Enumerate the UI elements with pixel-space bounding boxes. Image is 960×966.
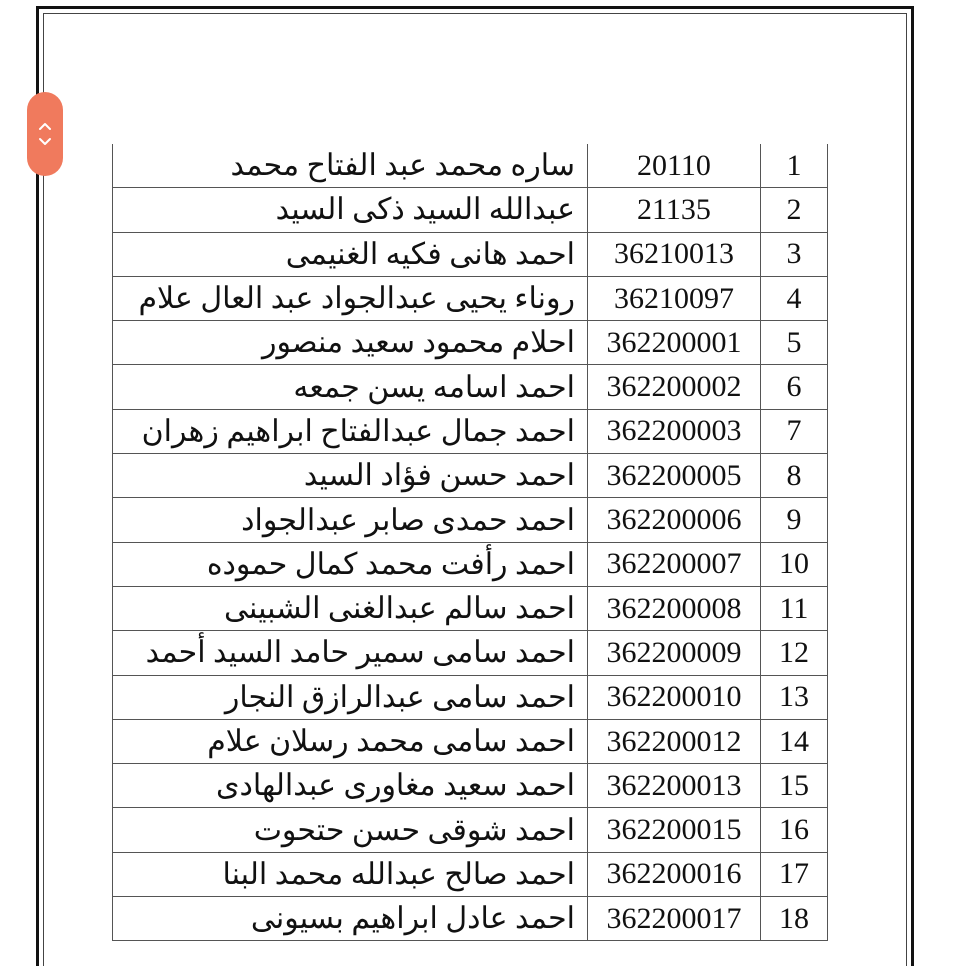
student-code-cell: 21135 bbox=[588, 188, 761, 232]
table-row bbox=[113, 321, 828, 365]
student-code-cell: 362200001 bbox=[588, 321, 761, 365]
student-code-cell: 362200005 bbox=[588, 454, 761, 498]
table-row bbox=[113, 409, 828, 453]
row-index-cell: 7 bbox=[761, 409, 828, 453]
row-index-cell: 2 bbox=[761, 188, 828, 232]
student-code-cell: 362200003 bbox=[588, 409, 761, 453]
student-roster-table bbox=[112, 144, 828, 941]
row-index-cell: 13 bbox=[761, 675, 828, 719]
row-index-cell: 6 bbox=[761, 365, 828, 409]
student-code-cell: 362200013 bbox=[588, 764, 761, 808]
student-name-cell: روناء يحيى عبدالجواد عبد العال علام bbox=[113, 276, 588, 320]
student-name-cell: احمد سامى سمير حامد السيد أحمد bbox=[113, 631, 588, 675]
student-code-cell: 362200012 bbox=[588, 719, 761, 763]
table-row bbox=[113, 675, 828, 719]
row-index-cell: 10 bbox=[761, 542, 828, 586]
student-name-cell: احمد حمدى صابر عبدالجواد bbox=[113, 498, 588, 542]
table-row bbox=[113, 276, 828, 320]
roster-table-container bbox=[112, 144, 830, 944]
student-code-cell: 362200008 bbox=[588, 586, 761, 630]
student-code-cell: 20110 bbox=[588, 144, 761, 188]
student-name-cell: احمد صالح عبدالله محمد البنا bbox=[113, 852, 588, 896]
table-row bbox=[113, 454, 828, 498]
row-index-cell: 5 bbox=[761, 321, 828, 365]
student-name-cell: احمد سالم عبدالغنى الشبينى bbox=[113, 586, 588, 630]
table-row bbox=[113, 232, 828, 276]
student-code-cell: 362200016 bbox=[588, 852, 761, 896]
row-index-cell: 17 bbox=[761, 852, 828, 896]
student-code-cell: 362200010 bbox=[588, 675, 761, 719]
chevron-down-icon[interactable] bbox=[38, 137, 52, 147]
table-row bbox=[113, 897, 828, 941]
table-row bbox=[113, 852, 828, 896]
student-code-cell: 362200015 bbox=[588, 808, 761, 852]
row-index-cell: 8 bbox=[761, 454, 828, 498]
student-code-cell: 36210013 bbox=[588, 232, 761, 276]
student-name-cell: احمد شوقى حسن حتحوت bbox=[113, 808, 588, 852]
table-row bbox=[113, 542, 828, 586]
row-index-cell: 9 bbox=[761, 498, 828, 542]
row-index-cell: 4 bbox=[761, 276, 828, 320]
table-row bbox=[113, 365, 828, 409]
row-index-cell: 12 bbox=[761, 631, 828, 675]
table-row bbox=[113, 719, 828, 763]
student-name-cell: احمد عادل ابراهيم بسيونى bbox=[113, 897, 588, 941]
row-index-cell: 16 bbox=[761, 808, 828, 852]
table-row bbox=[113, 498, 828, 542]
student-name-cell: احمد اسامه يسن جمعه bbox=[113, 365, 588, 409]
chevron-up-icon[interactable] bbox=[38, 121, 52, 131]
student-code-cell: 362200017 bbox=[588, 897, 761, 941]
table-row bbox=[113, 631, 828, 675]
student-name-cell: احلام محمود سعيد منصور bbox=[113, 321, 588, 365]
row-index-cell: 15 bbox=[761, 764, 828, 808]
student-code-cell: 36210097 bbox=[588, 276, 761, 320]
student-name-cell: ساره محمد عبد الفتاح محمد bbox=[113, 144, 588, 188]
student-name-cell: عبدالله السيد ذكى السيد bbox=[113, 188, 588, 232]
table-row bbox=[113, 144, 828, 188]
row-index-cell: 1 bbox=[761, 144, 828, 188]
row-index-cell: 18 bbox=[761, 897, 828, 941]
student-code-cell: 362200009 bbox=[588, 631, 761, 675]
student-code-cell: 362200007 bbox=[588, 542, 761, 586]
student-name-cell: احمد سامى عبدالرازق النجار bbox=[113, 675, 588, 719]
row-index-cell: 3 bbox=[761, 232, 828, 276]
student-name-cell: احمد جمال عبدالفتاح ابراهيم زهران bbox=[113, 409, 588, 453]
student-code-cell: 362200002 bbox=[588, 365, 761, 409]
row-index-cell: 11 bbox=[761, 586, 828, 630]
roster-table-body bbox=[113, 144, 828, 941]
page-scroll-control[interactable] bbox=[27, 92, 63, 176]
table-row bbox=[113, 586, 828, 630]
student-name-cell: احمد رأفت محمد كمال حموده bbox=[113, 542, 588, 586]
student-name-cell: احمد حسن فؤاد السيد bbox=[113, 454, 588, 498]
row-index-cell: 14 bbox=[761, 719, 828, 763]
student-code-cell: 362200006 bbox=[588, 498, 761, 542]
table-row bbox=[113, 188, 828, 232]
student-name-cell: احمد هانى فكيه الغنيمى bbox=[113, 232, 588, 276]
table-row bbox=[113, 808, 828, 852]
student-name-cell: احمد سعيد مغاورى عبدالهادى bbox=[113, 764, 588, 808]
student-name-cell: احمد سامى محمد رسلان علام bbox=[113, 719, 588, 763]
table-row bbox=[113, 764, 828, 808]
